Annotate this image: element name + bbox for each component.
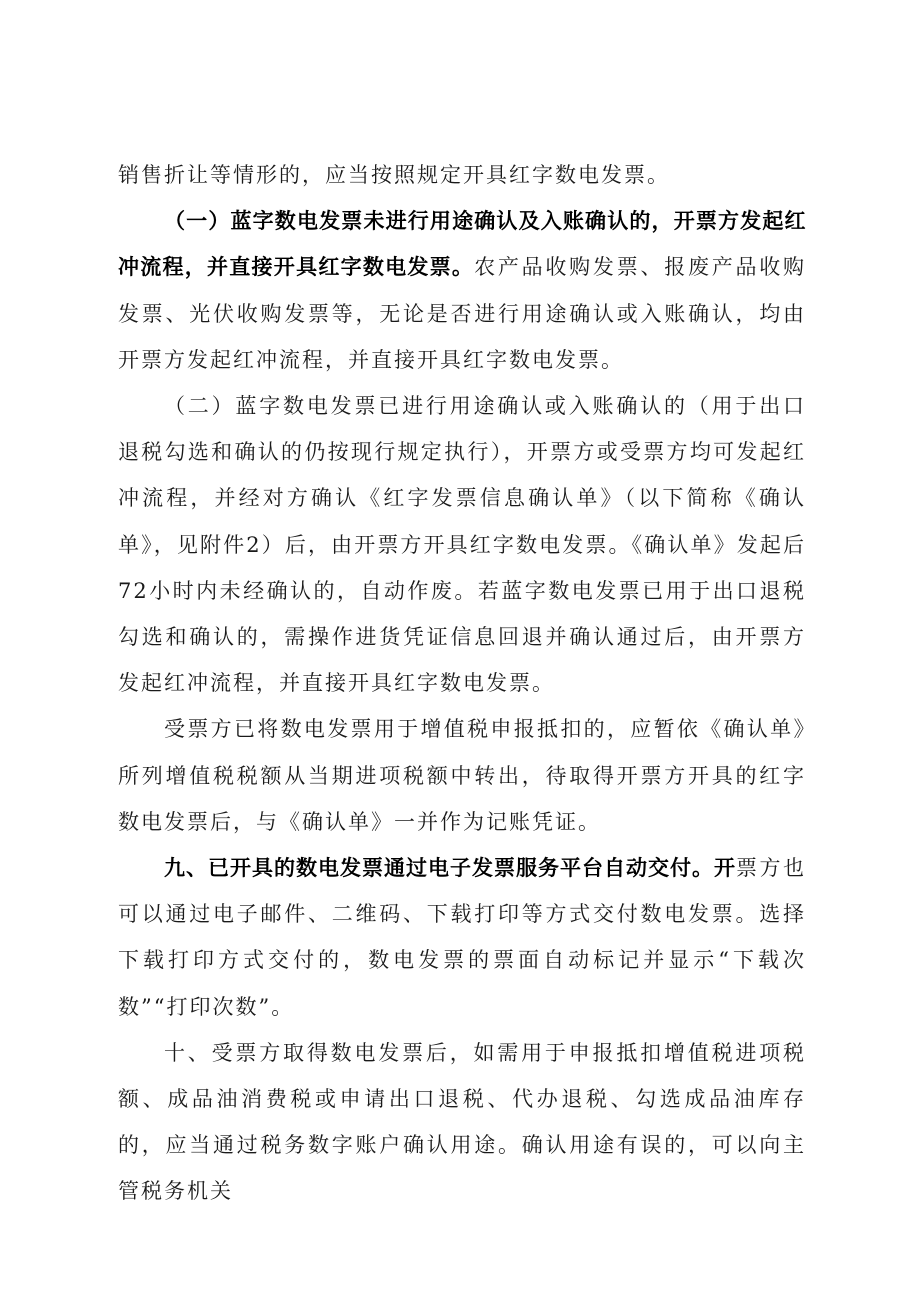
- paragraph-bold-lead: 九、已开具的数电发票通过电子发票服务平台自动交付。开: [164, 856, 736, 881]
- paragraph-bold-lead: （一）蓝字数电发票未进行用途确认及入账确认的，开票方发起红冲流程，并直接开具红字数电发票。: [118, 209, 806, 280]
- paragraph-text: （二）蓝字数电发票已进行用途确认或入账确认的（用于出口退税勾选和确认的仍按现行规定执行），开票方或受票方均可发起红冲流程，并经对方确认《红字发票信息确认单》（以下简称《确认单》，见附件2）后，由开票方开具红字数电发票。《确认单》发起后72小时内未经确认的，自动作废。若蓝字数电发票已用于出口退税勾选和确认的，需操作进货凭证信息回退并确认通过后，由开票方发起红冲流程，并直接开具红字数电发票。: [118, 394, 806, 696]
- paragraph-item-1: [118, 198, 806, 383]
- paragraph-continuation: [118, 152, 806, 198]
- paragraph-text: 销售折让等情形的，应当按照规定开具红字数电发票。: [118, 163, 670, 187]
- paragraph-deduction-note: [118, 706, 806, 845]
- paragraph-text: 票方也可以通过电子邮件、二维码、下载打印等方式交付数电发票。选择下载打印方式交付的，数电发票的票面自动标记并显示“下载次数”“打印次数”。: [118, 856, 806, 1019]
- paragraph-section-10: [118, 1030, 806, 1215]
- paragraph-section-9: [118, 845, 806, 1030]
- paragraph-item-2: [118, 383, 806, 706]
- paragraph-text: 十、受票方取得数电发票后，如需用于申报抵扣增值税进项税额、成品油消费税或申请出口退税、代办退税、勾选成品油库存的，应当通过税务数字账户确认用途。确认用途有误的，可以向主管税务机关: [118, 1040, 806, 1204]
- paragraph-text: 农产品收购发票、报废产品收购发票、光伏收购发票等，无论是否进行用途确认或入账确认，均由开票方发起红冲流程，并直接开具红字数电发票。: [118, 255, 807, 372]
- paragraph-text: 受票方已将数电发票用于增值税申报抵扣的，应暂依《确认单》所列增值税税额从当期进项税额中转出，待取得开票方开具的红字数电发票后，与《确认单》一并作为记账凭证。: [118, 717, 806, 834]
- document-body: [118, 152, 806, 1215]
